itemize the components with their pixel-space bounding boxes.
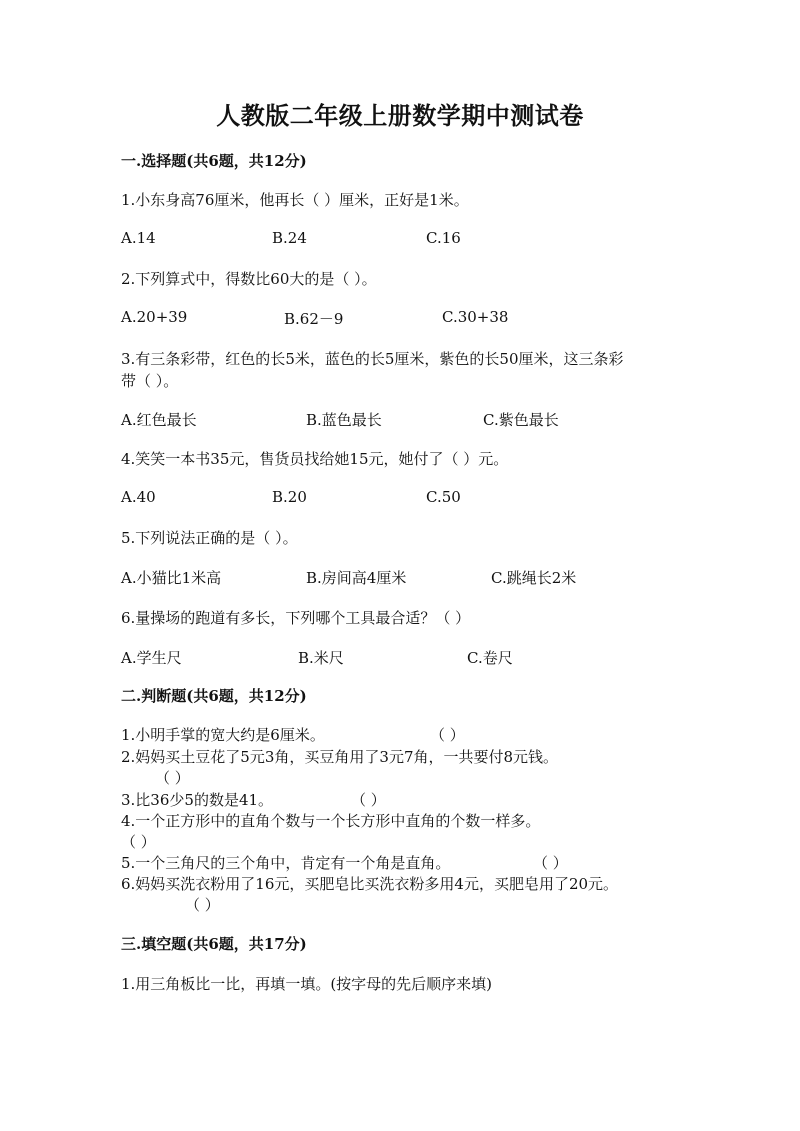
option-b: B.20	[272, 488, 307, 506]
judgment-item: 4.一个正方形中的直角个数与一个长方形中直角的个数一样多。	[121, 812, 541, 830]
option-c: C.50	[426, 488, 461, 506]
section-heading-judgment: 二.判断题(共6题，共12分)	[121, 687, 307, 705]
judgment-item: 2.妈妈买土豆花了5元3角，买豆角用了3元7角，一共要付8元钱。	[121, 748, 559, 766]
option-b: B.房间高4厘米	[306, 569, 407, 587]
option-c: C.跳绳长2米	[491, 569, 577, 587]
question-stem: 6.量操场的跑道有多长，下列哪个工具最合适？（ ）	[121, 609, 471, 627]
option-a: A.14	[121, 229, 156, 247]
option-a: A.红色最长	[121, 411, 197, 429]
judgment-item: 6.妈妈买洗衣粉用了16元，买肥皂比买洗衣粉多用4元，买肥皂用了20元。	[121, 875, 619, 893]
option-a: A.学生尺	[121, 649, 182, 667]
section-heading-fill: 三.填空题(共6题，共17分)	[121, 935, 307, 953]
question-stem: 2.下列算式中，得数比60大的是（ ）。	[121, 270, 377, 288]
option-b: B.蓝色最长	[306, 411, 382, 429]
question-stem: 1.用三角板比一比，再填一填。(按字母的先后顺序来填)	[121, 975, 493, 993]
answer-bracket: （ ）	[155, 769, 190, 787]
answer-bracket: （ ）	[121, 833, 156, 851]
section-heading-choice: 一.选择题(共6题，共12分)	[121, 152, 307, 170]
option-b: B.24	[272, 229, 307, 247]
option-c: C.卷尺	[467, 649, 513, 667]
answer-bracket: （ ）	[533, 854, 568, 872]
judgment-item: 3.比36少5的数是41。	[121, 791, 274, 809]
option-c: C.16	[426, 229, 461, 247]
answer-bracket: （ ）	[185, 896, 220, 914]
option-a: A.20+39	[121, 308, 188, 326]
answer-bracket: （ ）	[351, 791, 386, 809]
question-stem: 4.笑笑一本书35元，售货员找给她15元，她付了（ ）元。	[121, 450, 509, 468]
page-title: 人教版二年级上册数学期中测试卷	[216, 101, 584, 130]
answer-bracket: （ ）	[430, 726, 465, 744]
option-b: B.62－9	[284, 310, 344, 328]
option-a: A.40	[121, 488, 156, 506]
judgment-item: 5.一个三角尺的三个角中，肯定有一个角是直角。	[121, 854, 451, 872]
option-c: C.紫色最长	[483, 411, 559, 429]
question-stem-continued: 带（ ）。	[121, 372, 179, 390]
option-b: B.米尺	[298, 649, 344, 667]
question-stem: 5.下列说法正确的是（ ）。	[121, 529, 298, 547]
option-a: A.小猫比1米高	[121, 569, 222, 587]
question-stem: 1.小东身高76厘米，他再长（ ）厘米，正好是1米。	[121, 191, 469, 209]
judgment-item: 1.小明手掌的宽大约是6厘米。	[121, 726, 325, 744]
option-c: C.30+38	[442, 308, 509, 326]
question-stem: 3.有三条彩带，红色的长5米，蓝色的长5厘米，紫色的长50厘米，这三条彩	[121, 350, 624, 368]
